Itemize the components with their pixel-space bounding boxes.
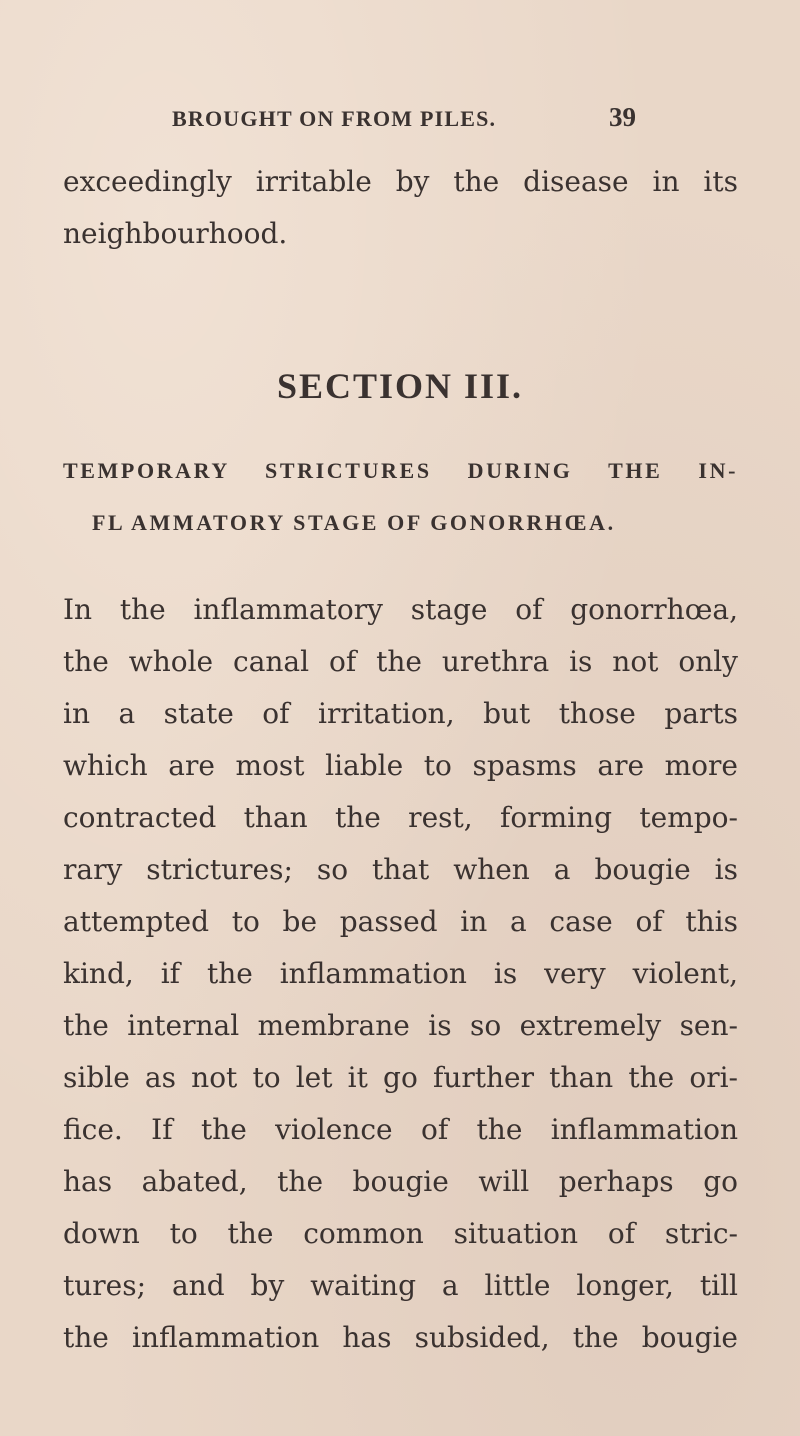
section-subtitle-line: TEMPORARY STRICTURES DURING THE IN-: [63, 458, 738, 483]
body-line: tures; and by waiting a little longer, till: [63, 1269, 738, 1302]
body-line: fice. If the violence of the inflammation: [63, 1113, 738, 1146]
running-title: BROUGHT ON FROM PILES.: [172, 106, 497, 131]
intro-line: exceedingly irritable by the disease in its: [63, 165, 738, 198]
body-line: In the inflammatory stage of gonorrhœa,: [63, 593, 738, 626]
page-number: 39: [609, 102, 636, 132]
body-line: contracted than the rest, forming tempo-: [63, 801, 738, 834]
body-line: the inflammation has subsided, the bougie: [63, 1321, 738, 1354]
body-line: the internal membrane is so extremely sen-: [63, 1009, 738, 1042]
body-line: sible as not to let it go further than the ori-: [63, 1061, 738, 1094]
body-line: which are most liable to spasms are more: [63, 749, 738, 782]
body-line: kind, if the inflammation is very violent,: [63, 957, 738, 990]
body-line: has abated, the bougie will perhaps go: [63, 1165, 738, 1198]
body-line: the whole canal of the urethra is not only: [63, 645, 738, 678]
running-head: [172, 102, 672, 146]
body-line: down to the common situation of stric-: [63, 1217, 738, 1250]
body-line: rary strictures; so that when a bougie is: [63, 853, 738, 886]
body-line: attempted to be passed in a case of this: [63, 905, 738, 938]
section-subtitle-line: FL AMMATORY STAGE OF GONORRHŒA.: [92, 510, 616, 535]
section-title: SECTION III.: [276, 366, 524, 406]
intro-line: neighbourhood.: [63, 217, 288, 250]
body-line: in a state of irritation, but those parts: [63, 697, 738, 730]
